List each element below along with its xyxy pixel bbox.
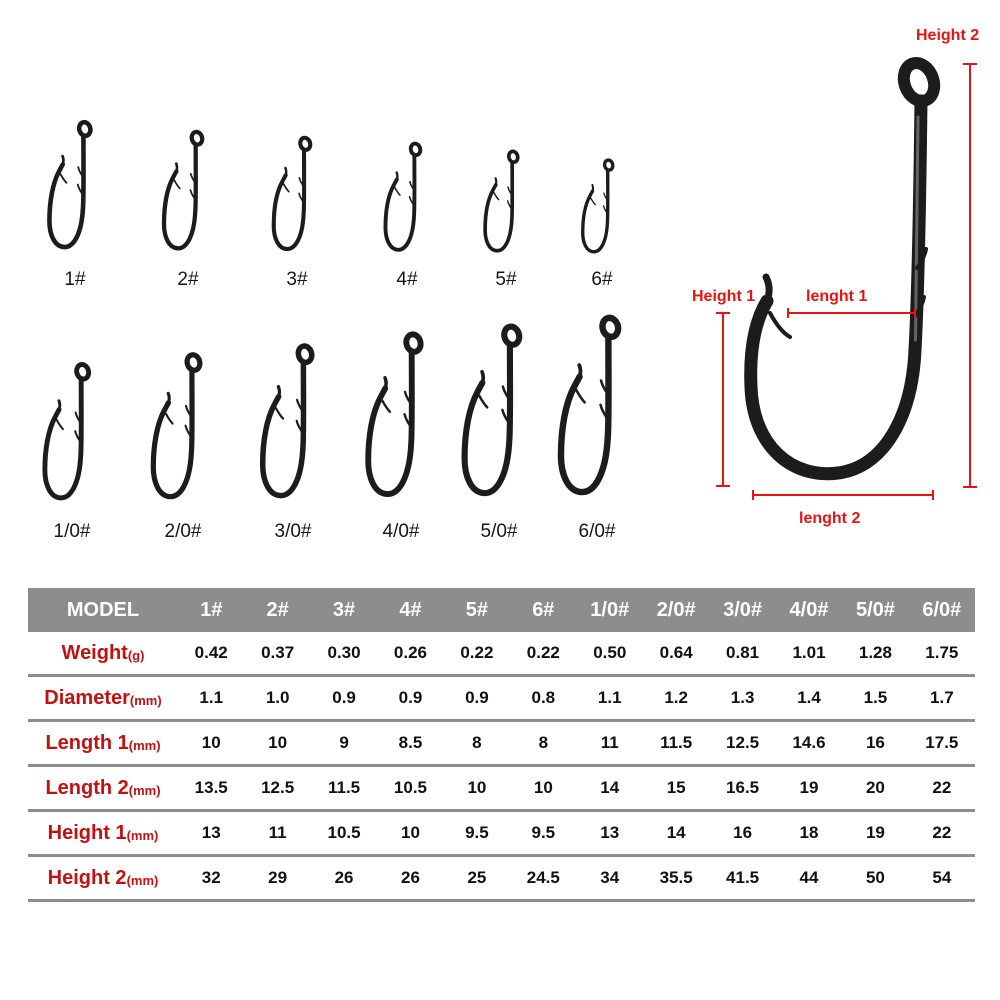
height2-annotation-label: Height 2	[916, 27, 980, 44]
spec-value: 0.37	[261, 643, 295, 662]
row-label-text: Length 2	[45, 776, 129, 799]
spec-value: 26	[401, 868, 420, 887]
length1-annotation-label: lenght 1	[806, 288, 868, 305]
spec-value: 34	[600, 868, 620, 887]
spec-value: 22	[932, 823, 952, 842]
hook-figure	[456, 321, 542, 517]
column-header: 2#	[266, 598, 289, 621]
spec-value: 1.2	[664, 688, 688, 707]
spec-value: 0.26	[393, 643, 428, 662]
spec-value: 54	[932, 868, 952, 887]
spec-value: 19	[865, 823, 885, 842]
column-header: 5#	[465, 598, 489, 621]
spec-value: 29	[268, 868, 288, 887]
row-label-unit: (mm)	[129, 693, 162, 708]
height1-annotation-label: Height 1	[692, 288, 756, 305]
spec-value: 1.5	[863, 688, 888, 707]
row-label-unit: (g)	[127, 648, 145, 663]
spec-value: 0.22	[460, 643, 494, 662]
spec-value: 19	[799, 778, 819, 797]
length2-dimension-line	[752, 494, 934, 496]
row-label	[28, 677, 178, 719]
height2-dimension-line	[969, 63, 971, 488]
column-header: 3/0#	[723, 598, 763, 621]
spec-value: 10	[201, 733, 221, 752]
hook-strokes	[751, 59, 940, 474]
hook-size-label: 4/0#	[382, 521, 420, 542]
spec-value: 1.1	[199, 688, 224, 707]
spec-value: 50	[865, 868, 885, 887]
hook-size-label: 5#	[495, 269, 517, 290]
spec-value: 0.9	[332, 688, 356, 707]
row-label-text: Diameter	[44, 686, 130, 709]
column-header: 6/0#	[922, 598, 962, 621]
hook-size-label: 3#	[286, 269, 308, 290]
spec-value: 11	[600, 733, 619, 752]
spec-value: 0.8	[531, 688, 556, 707]
hook-figure	[480, 148, 531, 265]
spec-value: 11.5	[660, 733, 693, 752]
row-label-text: Height 2	[47, 866, 127, 889]
height1-dimension-line	[722, 312, 724, 487]
spec-value: 1.75	[925, 643, 959, 662]
table-row	[28, 632, 975, 677]
spec-value: 11.5	[327, 778, 361, 797]
spec-value: 13	[600, 823, 620, 842]
hook-figure	[578, 157, 625, 265]
spec-value: 9.5	[531, 823, 556, 842]
table-row	[28, 857, 975, 902]
spec-value: 1.3	[730, 688, 755, 707]
length1-dimension-line	[787, 312, 916, 314]
spec-value: 22	[932, 778, 952, 797]
hook-figure	[360, 329, 442, 517]
hook-point	[766, 277, 769, 301]
hook-size-label: 6/0#	[578, 521, 616, 542]
spec-value: 18	[799, 823, 819, 842]
row-label-text: Length 1	[45, 731, 129, 754]
spec-value: 8	[538, 733, 549, 752]
spec-value: 0.22	[526, 643, 560, 662]
column-header: 4/0#	[789, 598, 829, 621]
spec-value: 9	[339, 733, 349, 752]
spec-value: 12.5	[726, 733, 760, 752]
spec-table	[28, 588, 975, 902]
row-label-unit: (mm)	[128, 738, 161, 753]
spec-value: 1.0	[265, 688, 290, 707]
spec-value: 10	[533, 778, 553, 797]
hook-figure	[43, 118, 107, 265]
spec-value: 32	[201, 868, 221, 887]
hook-figure	[38, 360, 107, 517]
hook-size-label: 1/0#	[53, 521, 91, 542]
hook-figure	[552, 312, 642, 517]
hook-size-label: 4#	[396, 269, 418, 290]
spec-value: 12.5	[261, 778, 295, 797]
spec-value: 16	[733, 823, 753, 842]
spec-value: 1.4	[797, 688, 821, 707]
spec-value: 10	[401, 823, 420, 842]
hook-size-label: 2#	[177, 269, 199, 290]
column-header: 2/0#	[656, 598, 696, 621]
hook-size-label: 6#	[591, 269, 613, 290]
spec-value: 0.9	[398, 688, 423, 707]
row-label-text: Height 1	[47, 821, 127, 844]
spec-value: 10.5	[327, 823, 361, 842]
spec-value: 15	[666, 778, 686, 797]
spec-value: 0.9	[465, 688, 489, 707]
hook-figure	[380, 140, 435, 265]
column-header: 1/0#	[590, 598, 630, 621]
spec-value: 20	[865, 778, 885, 797]
hook-figure	[158, 128, 218, 265]
row-label	[28, 722, 178, 764]
large-hook-illustration	[712, 55, 962, 495]
row-label-unit: (mm)	[128, 783, 161, 798]
spec-value: 1.7	[930, 688, 954, 707]
spec-value: 41.5	[726, 868, 760, 887]
column-header: 3#	[332, 598, 356, 621]
spec-value: 24.5	[526, 868, 560, 887]
spec-value: 14.6	[792, 733, 826, 752]
table-row	[28, 812, 975, 857]
spec-value: 13	[201, 823, 221, 842]
length2-annotation-label: lenght 2	[799, 510, 861, 527]
spec-value: 0.30	[327, 643, 361, 662]
spec-value: 35.5	[659, 868, 693, 887]
table-row	[28, 677, 975, 722]
spec-value: 1.28	[858, 643, 892, 662]
spec-value: 44	[799, 868, 819, 887]
spec-value: 13.5	[194, 778, 228, 797]
spec-value: 10	[268, 733, 288, 752]
spec-value: 1.01	[792, 643, 826, 662]
spec-value: 16.5	[726, 778, 760, 797]
row-label	[28, 812, 178, 854]
spec-value: 16	[865, 733, 885, 752]
hook-size-label: 5/0#	[480, 521, 518, 542]
row-label-unit: (mm)	[126, 828, 159, 843]
spec-value: 8	[472, 733, 482, 752]
row-label-unit: (mm)	[126, 873, 159, 888]
spec-value: 0.50	[593, 643, 627, 662]
spec-value: 9.5	[465, 823, 489, 842]
hook-size-label: 2/0#	[164, 521, 202, 542]
spec-value: 1.1	[597, 688, 622, 707]
spec-value: 0.64	[659, 643, 693, 662]
row-label	[28, 767, 178, 809]
table-header-row	[28, 588, 975, 632]
spec-value: 0.81	[726, 643, 760, 662]
hook-figure	[268, 134, 325, 265]
hook-size-label: 1#	[64, 269, 86, 290]
row-label-text: Weight	[61, 641, 128, 664]
spec-value: 0.42	[194, 643, 228, 662]
column-header: 6#	[532, 598, 555, 621]
column-header: 5/0#	[855, 598, 895, 621]
model-header-cell: MODEL	[66, 598, 140, 621]
column-header: 1#	[200, 598, 223, 621]
spec-value: 25	[467, 868, 487, 887]
spec-value: 8.5	[398, 733, 423, 752]
spec-value: 10	[467, 778, 487, 797]
spec-value: 10.5	[393, 778, 428, 797]
hook-figure	[146, 350, 219, 517]
table-row	[28, 722, 975, 767]
spec-value: 26	[334, 868, 354, 887]
column-header: 4#	[399, 598, 422, 621]
hook-figure	[255, 341, 332, 517]
spec-value: 17.5	[925, 733, 959, 752]
table-row	[28, 767, 975, 812]
hook-size-label: 3/0#	[274, 521, 312, 542]
spec-value: 11	[268, 823, 287, 842]
row-label	[28, 857, 178, 899]
spec-value: 14	[600, 778, 620, 797]
spec-value: 14	[666, 823, 686, 842]
row-label	[28, 632, 178, 674]
